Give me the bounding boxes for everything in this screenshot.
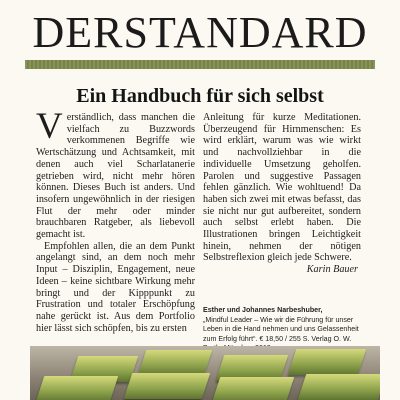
article-column-left	[36, 106, 195, 334]
masthead-color-bar	[25, 60, 375, 69]
masthead	[0, 0, 400, 70]
book-authors: Esther und Johannes Narbeshuber,	[203, 306, 323, 314]
article-paragraph	[203, 112, 361, 276]
article-author: Karin Bauer	[306, 264, 358, 276]
book-cover-image	[36, 376, 118, 400]
paragraph-text: Anleitung für kurze Meditationen. Überzeugend für Hirnmenschen: Es wird erklärt, warum was wie wirkt und nachvollziehbar in die individuelle Umsetzung geholfen. Parolen und suggestive Passagen fehlen gänzlich. Wie wohltuend! Da haben sich zwei mit etwas befasst, das sie nicht nur gut aufbereitet, sondern auch selbst erlebt haben. Die Illustrationen bringen Leichtigkeit hinein, nehmen der nötigen Selbstreflexion gleich jede Schwere.	[203, 112, 361, 264]
newspaper-logo: DERSTANDARD	[32, 8, 368, 57]
article-paragraph: Empfohlen allen, die an dem Punkt angelangt sind, an dem noch mehr Input – Disziplin, Engagement, neue Ideen – keine sichtbare Wirkung mehr bringt und der Kipppunkt zu Frustration und totaler Erschöpfung nahe gerückt ist. Aus dem Portfolio hier lässt sich schöpfen, bis zu ersten	[36, 240, 195, 334]
article-paragraph	[36, 106, 195, 241]
book-cover-image	[212, 377, 294, 400]
book-cover-image	[288, 349, 366, 375]
book-cover-image	[124, 373, 210, 399]
article-headline: Ein Handbuch für sich selbst	[76, 85, 324, 107]
books-photo	[30, 346, 380, 400]
book-cover-image	[298, 374, 380, 400]
paragraph-text: erständlich, dass manchen die vielfach zu Buzzwords verkommenen Begriffe wie Wertschätzung und Achtsamkeit, mit denen auch viel Scharlatanerie getrieben wird, nicht mehr hören können. Dieses Buch ist anders. Und insofern ungewöhnlich in der riesigen Flut der mehr oder minder brauchbaren Ratgeber, als liebevoll gemacht ist.	[36, 112, 195, 241]
article-column-right	[203, 112, 361, 276]
drop-cap: V	[36, 106, 63, 147]
book-details: „Mindful Leader – Wie wir die Führung für unser Leben in die Hand nehmen und uns Gelassenheit zum Erfolg führt“. € 18,50 / 255 S. Verlag O. W.	[203, 315, 359, 343]
